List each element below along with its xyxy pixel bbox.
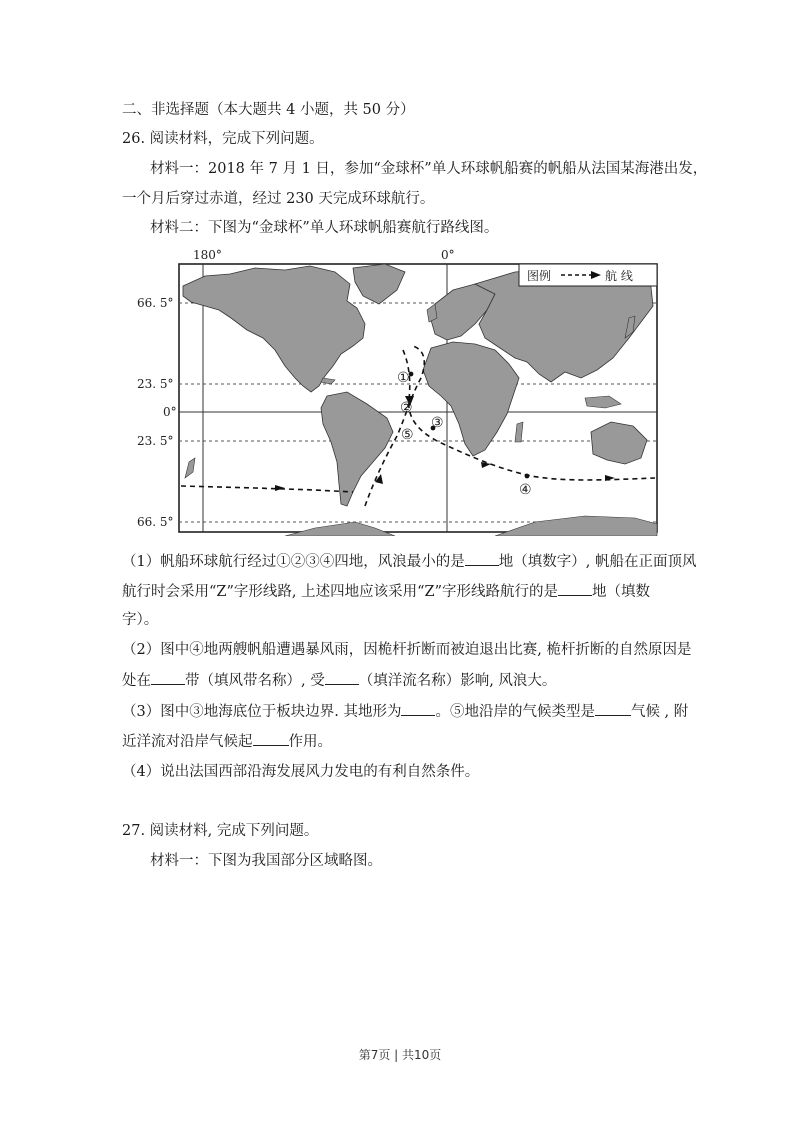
- section-heading: 二、非选择题（本大题共 4 小题，共 50 分）: [122, 102, 415, 118]
- sub2-text-c: 带（填风带名称）, 受: [185, 673, 325, 689]
- point-5-label: ⑤: [401, 427, 414, 443]
- sub3-text-a: （3）图中③地海底位于板块边界. 其地形为: [122, 704, 402, 720]
- legend-label: 图例: [527, 269, 552, 283]
- sub-question-1-line-3: 字）。: [122, 612, 159, 628]
- sub1-text-c: 航行时会采用“Z”字形线路, 上述四地应该采用“Z”字形线路航行的是: [122, 584, 559, 600]
- answer-blank-7[interactable]: [253, 731, 289, 746]
- sub-question-3-line-1: [122, 701, 688, 722]
- sub3-text-d: 近洋流对沿岸气候起: [122, 734, 253, 750]
- answer-blank-2[interactable]: [558, 581, 592, 596]
- lat-0-label: 0°: [163, 405, 177, 419]
- sub-question-1-line-1: [122, 551, 696, 572]
- answer-blank-5[interactable]: [401, 701, 435, 716]
- sub1-text-a: （1）帆船环球航行经过①②③④四地，风浪最小的是: [122, 554, 465, 570]
- legend-route-label: 航 线: [605, 269, 633, 283]
- material-1-line-2: 一个月后穿过赤道，经过 230 天完成环球航行。: [122, 191, 435, 207]
- sub-question-3-line-2: [122, 731, 332, 752]
- world-route-map: [135, 246, 665, 536]
- point-2-label: ②: [400, 400, 413, 416]
- sub1-text-d: 地（填数: [592, 584, 651, 600]
- sub-question-2-line-1: （2）图中④地两艘帆船遭遇暴风雨，因桅杆折断而被迫退出比赛, 桅杆折断的自然原因是: [122, 642, 692, 658]
- question-27-material-1: 材料一：下图为我国部分区域略图。: [150, 853, 382, 869]
- sub3-text-b: 。⑤地沿岸的气候类型是: [435, 704, 595, 720]
- sub3-text-c: 气候 , 附: [630, 704, 689, 720]
- material-1-line-1: 材料一：2018 年 7 月 1 日，参加“金球杯”单人环球帆船赛的帆船从法国某海港出发，: [150, 161, 708, 177]
- lat-665n-label: 66. 5°: [137, 296, 174, 310]
- page-footer: 第7页 | 共10页: [358, 1048, 442, 1062]
- answer-blank-1[interactable]: [465, 551, 499, 566]
- sub2-text-d: （填洋流名称）影响, 风浪大。: [358, 673, 557, 689]
- sub-question-4: （4）说出法国西部沿海发展风力发电的有利自然条件。: [122, 764, 480, 780]
- answer-blank-6[interactable]: [595, 701, 631, 716]
- point-1-label: ①: [397, 370, 410, 386]
- lon-0-label: 0°: [441, 248, 455, 262]
- answer-blank-4[interactable]: [325, 670, 359, 685]
- sub1-text-b: 地（填数字）, 帆船在正面顶风: [498, 554, 697, 570]
- lat-235n-label: 23. 5°: [137, 377, 174, 391]
- lat-665s-label: 66. 5°: [137, 515, 174, 529]
- sub3-text-e: 作用。: [288, 734, 332, 750]
- lat-235s-label: 23. 5°: [137, 434, 174, 448]
- question-27-title: 27. 阅读材料, 完成下列问题。: [122, 823, 319, 839]
- answer-blank-3[interactable]: [151, 670, 185, 685]
- lon-180-label: 180°: [193, 248, 222, 262]
- sub2-text-b: 处在: [122, 673, 151, 689]
- sub-question-1-line-2: [122, 581, 650, 602]
- point-4-label: ④: [519, 482, 532, 498]
- material-2: 材料二：下图为“金球杯”单人环球帆船赛航行路线图。: [150, 220, 499, 236]
- question-26-title: 26. 阅读材料，完成下列问题。: [122, 131, 324, 147]
- point-3-label: ③: [431, 415, 444, 431]
- sub-question-2-line-2: [122, 670, 556, 691]
